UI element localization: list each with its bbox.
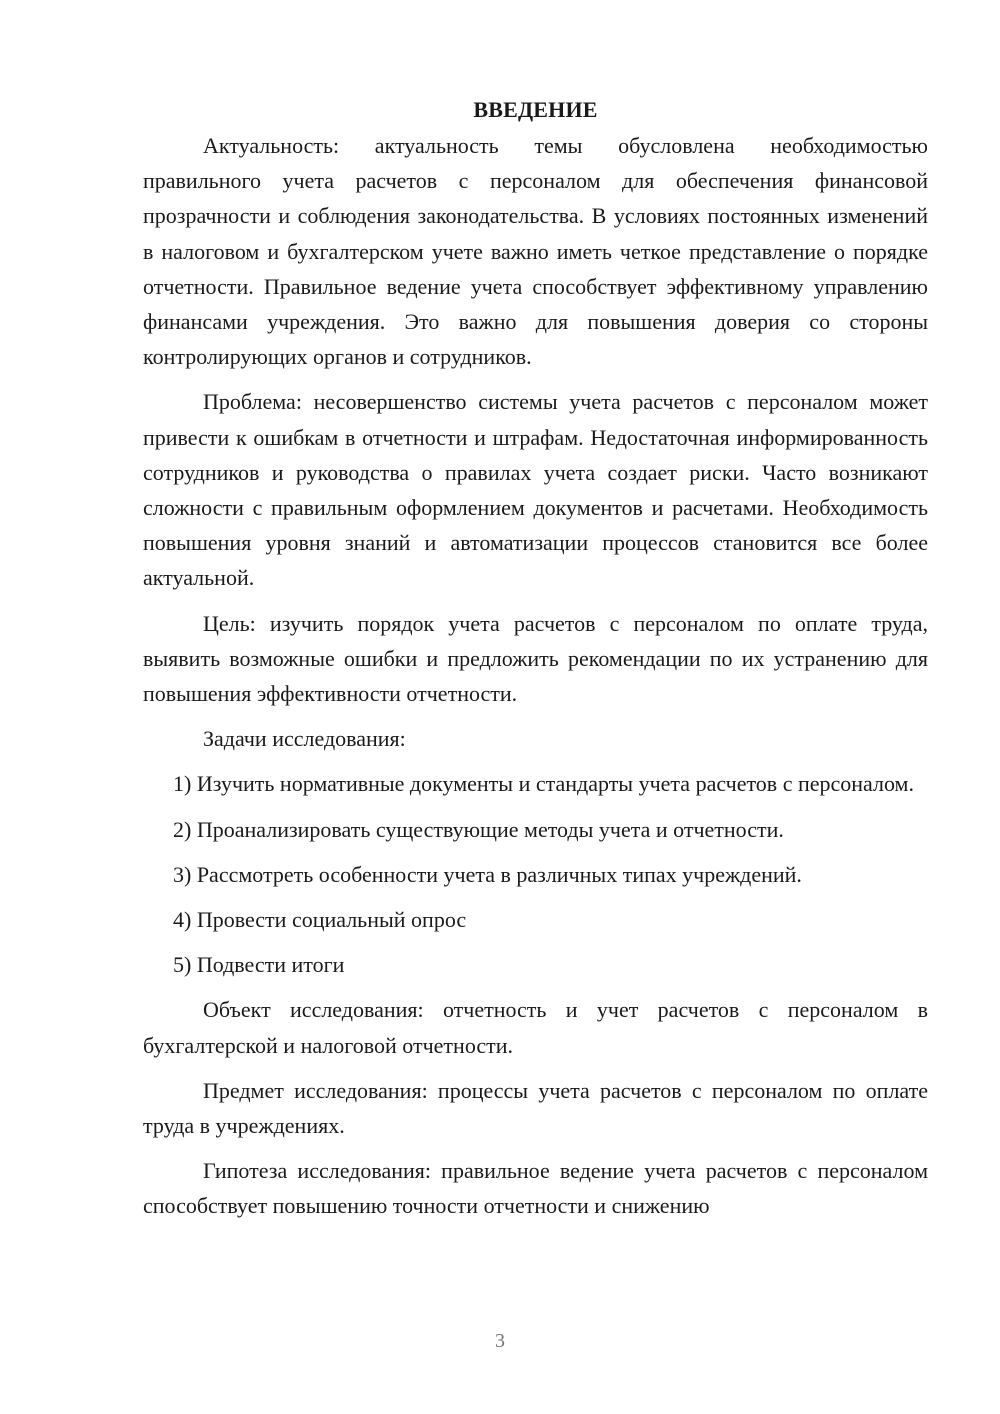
paragraph-actuality: Актуальность: актуальность темы обусловлена необходимостью правильного учета расчетов с персоналом для обеспечения финансовой прозрачности и соблюдения законодательства. В условиях постоянных изменений в налоговом и бухгалтерском учете важно иметь четкое представление о порядке отчетности. Правильное ведение учета способствует эффективному управлению финансами учреждения. Это важно для повышения доверия со стороны контролирующих органов и сотрудников. [143, 133, 928, 370]
list-item: 4) Провести социальный опрос [173, 907, 467, 933]
section-title: ВВЕДЕНИЕ [473, 97, 598, 122]
page-number: 3 [495, 1330, 505, 1352]
paragraph-object: Объект исследования: отчетность и учет расчетов с персоналом в бухгалтерской и налоговой отчетности. [143, 997, 928, 1058]
list-item: 2) Проанализировать существующие методы учета и отчетности. [173, 816, 784, 842]
paragraph-subject: Предмет исследования: процессы учета расчетов с персоналом по оплате труда в учреждениях. [143, 1077, 928, 1139]
tasks-list [143, 766, 928, 982]
list-item: 3) Рассмотреть особенности учета в различных типах учреждений. [173, 861, 802, 887]
paragraph-goal: Цель: изучить порядок учета расчетов с персоналом по оплате труда, выявить возможные ошибки и предложить рекомендации по их устранению для повышения эффективности отчетности. [143, 610, 928, 707]
document-page [143, 92, 928, 1234]
list-item: 1) Изучить нормативные документы и стандарты учета расчетов с персоналом. [173, 771, 914, 797]
paragraph-tasks-heading: Задачи исследования: [203, 726, 406, 752]
paragraph-hypothesis: Гипотеза исследования: правильное ведение учета расчетов с персоналом способствует повышению точности отчетности и снижению [143, 1158, 928, 1219]
list-item: 5) Подвести итоги [173, 952, 345, 978]
paragraph-problem: Проблема: несовершенство системы учета расчетов с персоналом может привести к ошибкам в отчетности и штрафам. Недостаточная информированность сотрудников и руководства о правилах учета создает риски. Часто возникают сложности с правильным оформлением документов и расчетами. Необходимость повышения уровня знаний и автоматизации процессов становится все более актуальной. [143, 389, 928, 591]
